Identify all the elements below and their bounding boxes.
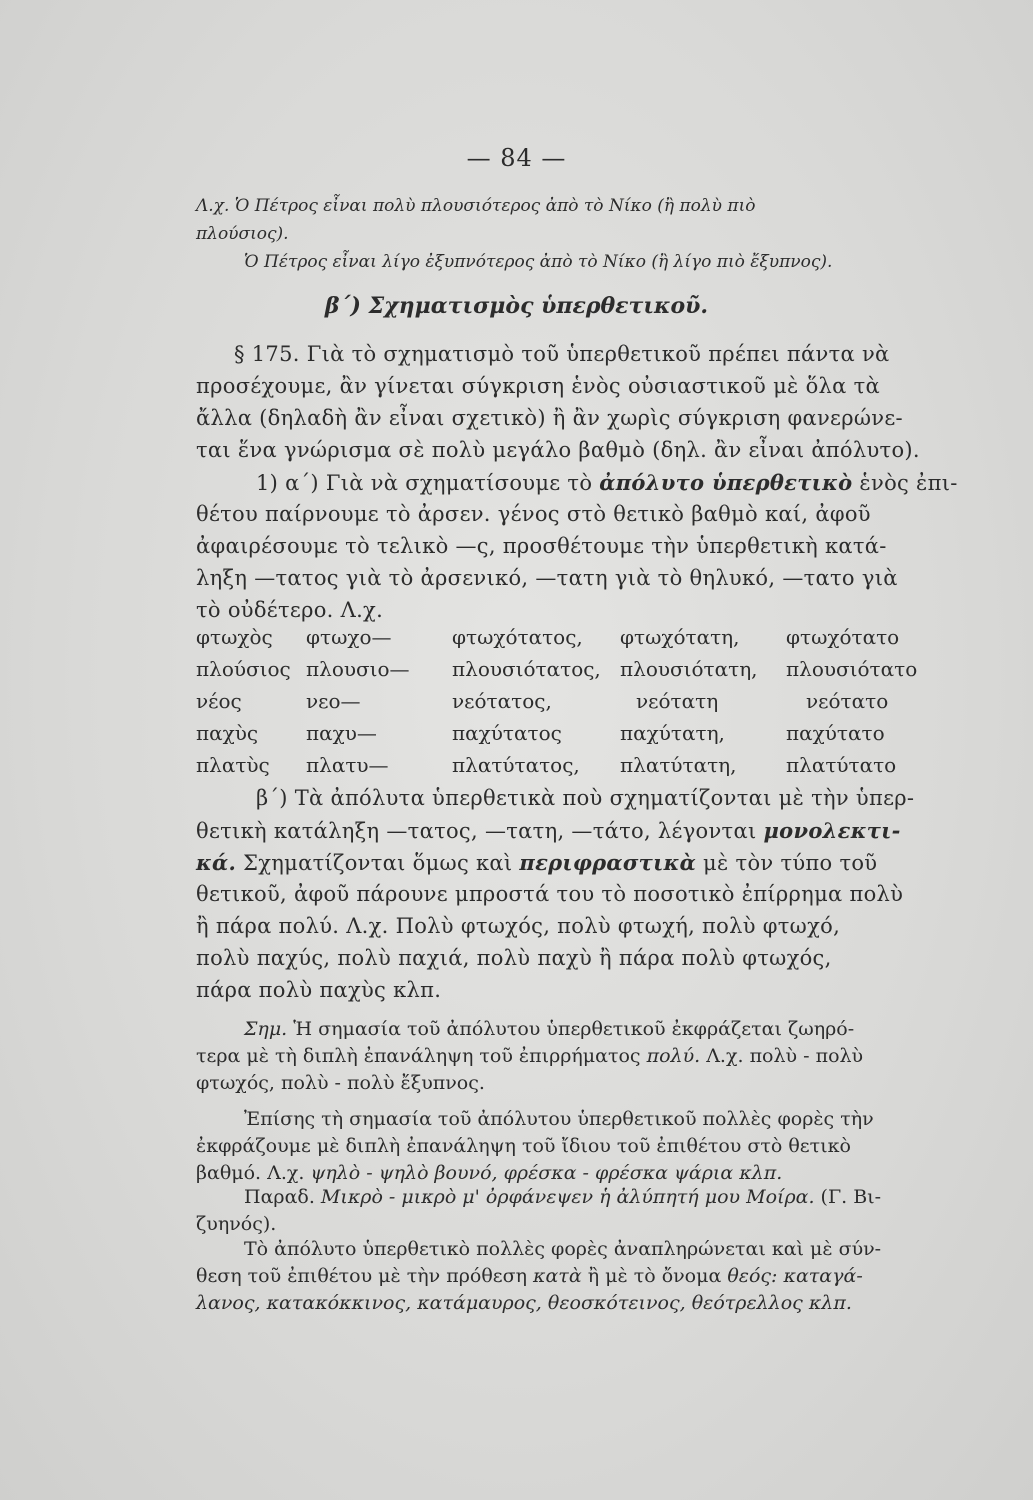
table-cell: φτωχότατη,: [620, 625, 740, 649]
paragraph-line: ἢ πάρα πολύ. Λ.χ. Πολὺ φτωχός, πολὺ φτωχή, πολὺ φτωχό,: [196, 914, 841, 938]
note-label: Σημ.: [244, 1018, 288, 1040]
paragraph-line: § 175. Γιὰ τὸ σχηματισμὸ τοῦ ὑπερθετικοῦ πρέπει πάντα νὰ: [234, 342, 890, 366]
table-cell: πλουσιο—: [306, 657, 410, 681]
final-italic: κατὰ: [533, 1265, 582, 1287]
example-line: πλούσιος).: [196, 224, 289, 244]
paragraph-line: ληξη —τατος γιὰ τὸ ἀρσενικό, —τατη γιὰ τὸ θηλυκό, —τατο γιὰ: [196, 566, 898, 590]
table-cell: παχύτατος: [452, 721, 562, 745]
term-absolute-superlative: ἀπόλυτο ὑπερθετικὸ: [599, 470, 853, 495]
table-cell: παχυ—: [306, 721, 377, 745]
paragraph-line: ζυηνός).: [196, 1213, 277, 1235]
paragraph-line: [196, 850, 877, 875]
term-periphrastic: περιφραστικὰ: [519, 850, 697, 875]
table-cell: πλατυ—: [306, 753, 389, 777]
paragraph-line: πάρα πολὺ παχὺς κλπ.: [196, 978, 442, 1002]
rule2-prefix: θετικὴ κατάληξη —τατος, —τατη, —τάτο, λέγονται: [196, 819, 764, 843]
rule2-suffix: μὲ τὸν τύπο τοῦ: [696, 851, 878, 875]
note-text: Λ.χ. πολὺ - πολὺ: [700, 1045, 864, 1067]
final-text: ἢ μὲ τὸ ὄνομα: [581, 1265, 728, 1287]
table-cell: πλατύτατος,: [452, 753, 580, 777]
paragraph-line: προσέχουμε, ἂν γίνεται σύγκριση ἑνὸς οὐσιαστικοῦ μὲ ὅλα τὰ: [196, 374, 880, 398]
paragraph-line: ἄλλα (δηλαδὴ ἂν εἶναι σχετικὸ) ἢ ἂν χωρὶς σύγκριση φανερώνε-: [196, 406, 903, 430]
paragraph-line: θέτου παίρνουμε τὸ ἀρσεν. γένος στὸ θετικὸ βαθμὸ καί, ἀφοῦ: [196, 502, 871, 526]
paragraph-line: ἀφαιρέσουμε τὸ τελικὸ —ς, προσθέτουμε τὴν ὑπερθετικὴ κατά-: [196, 534, 887, 558]
example-line: Λ.χ. Ὁ Πέτρος εἶναι πολὺ πλουσιότερος ἀπὸ τὸ Νίκο (ἢ πολὺ πιὸ: [196, 196, 756, 216]
table-cell: πλουσιότατος,: [452, 657, 601, 681]
paragraph-line: πολὺ παχύς, πολὺ παχιά, πολὺ παχὺ ἢ πάρα πολὺ φτωχός,: [196, 946, 832, 970]
table-row: [196, 753, 938, 781]
table-cell: πλατὺς: [196, 753, 270, 777]
section-heading: β΄) Σχηματισμὸς ὑπερθετικοῦ.: [324, 293, 709, 319]
table-cell: νεότατος,: [452, 689, 552, 713]
paragraph-line: [196, 818, 901, 843]
paragraph-line: τὸ οὐδέτερο. Λ.χ.: [196, 598, 384, 622]
also-text: βαθμό. Λ.χ.: [196, 1162, 311, 1184]
also-italic: ψηλὸ - ψηλὸ βουνό, φρέσκα - φρέσκα ψάρια κλπ.: [310, 1162, 783, 1184]
paragraph-line: [196, 1265, 863, 1287]
term-monolectic-end: κά.: [196, 850, 237, 875]
table-cell: παχύτατο: [786, 721, 885, 745]
rule1-suffix: ἑνὸς ἐπι-: [852, 471, 958, 495]
table-cell: παχὺς: [196, 721, 259, 745]
paragraph-line: θετικοῦ, ἀφοῦ πάρουνε μπροστά του τὸ ποσοτικὸ ἐπίρρημα πολὺ: [196, 882, 904, 906]
paragraph-line: [244, 1186, 881, 1208]
table-cell: πλούσιος: [196, 657, 291, 681]
paragraph-line: λανος, κατακόκκινος, κατάμαυρος, θεοσκότεινος, θεότρελλος κλπ.: [196, 1292, 852, 1314]
paragraph-line: Ἐπίσης τὴ σημασία τοῦ ἀπόλυτου ὑπερθετικοῦ πολλὲς φορὲς τὴν: [244, 1108, 874, 1130]
table-cell: νεότατο: [806, 689, 889, 713]
term-monolectic: μονολεκτι-: [763, 818, 901, 843]
paragraph-line: [256, 470, 958, 495]
paragraph-line: β΄) Τὰ ἀπόλυτα ὑπερθετικὰ ποὺ σχηματίζονται μὲ τὴν ὑπερ-: [256, 786, 915, 810]
rule1-prefix: 1) α΄) Γιὰ νὰ σχηματίσουμε τὸ: [256, 471, 600, 495]
final-text: θεση τοῦ ἐπιθέτου μὲ τὴν πρόθεση: [196, 1265, 534, 1287]
final-italic: θεός: καταγά-: [727, 1265, 863, 1287]
table-cell: νέος: [196, 689, 242, 713]
page-number: — 84 —: [466, 144, 567, 172]
parad-suffix: (Γ. Βι-: [814, 1186, 882, 1208]
table-cell: νεο—: [306, 689, 361, 713]
table-cell: φτωχο—: [306, 625, 392, 649]
table-cell: πλατύτατο: [786, 753, 897, 777]
table-cell: φτωχότατος,: [452, 625, 583, 649]
table-cell: πλουσιότατη,: [620, 657, 758, 681]
note-italic: πολύ.: [646, 1045, 701, 1067]
table-cell: φτωχὸς: [196, 625, 273, 649]
paragraph-line: ται ἕνα γνώρισμα σὲ πολὺ μεγάλο βαθμὸ (δηλ. ἂν εἶναι ἀπόλυτο).: [196, 438, 920, 462]
paragraph-line: Τὸ ἀπόλυτο ὑπερθετικὸ πολλὲς φορὲς ἀναπληρώνεται καὶ μὲ σύν-: [244, 1238, 882, 1260]
table-row: [196, 657, 938, 685]
paragraph-line: [196, 1162, 782, 1184]
paragraph-line: φτωχός, πολὺ - πολὺ ἔξυπνος.: [196, 1072, 485, 1094]
paragraph-line: [244, 1018, 854, 1040]
example-line: Ὁ Πέτρος εἶναι λίγο ἐξυπνότερος ἀπὸ τὸ Νίκο (ἢ λίγο πιὸ ἔξυπνος).: [244, 252, 833, 272]
paragraph-line: [196, 1045, 863, 1067]
table-cell: νεότατη: [636, 689, 719, 713]
parad-prefix: Παραδ.: [244, 1186, 321, 1208]
table-row: [196, 625, 938, 653]
rule2-mid: Σχηματίζονται ὅμως καὶ: [236, 851, 520, 875]
parad-quote: Μικρὸ - μικρὸ μ' ὀρφάνεψεν ἡ ἀλύπητή μου Μοίρα.: [320, 1186, 815, 1208]
table-cell: πλουσιότατο: [786, 657, 918, 681]
table-cell: φτωχότατο: [786, 625, 900, 649]
table-cell: πλατύτατη,: [620, 753, 737, 777]
table-row: [196, 721, 938, 749]
note-text: Ἡ σημασία τοῦ ἀπόλυτου ὑπερθετικοῦ ἐκφράζεται ζωηρό-: [287, 1018, 855, 1040]
table-cell: παχύτατη,: [620, 721, 725, 745]
table-row: [196, 689, 938, 717]
paragraph-line: ἐκφράζουμε μὲ διπλὴ ἐπανάληψη τοῦ ἴδιου τοῦ ἐπιθέτου στὸ θετικὸ: [196, 1135, 851, 1157]
note-text: τερα μὲ τὴ διπλὴ ἐπανάληψη τοῦ ἐπιρρήματος: [196, 1045, 647, 1067]
